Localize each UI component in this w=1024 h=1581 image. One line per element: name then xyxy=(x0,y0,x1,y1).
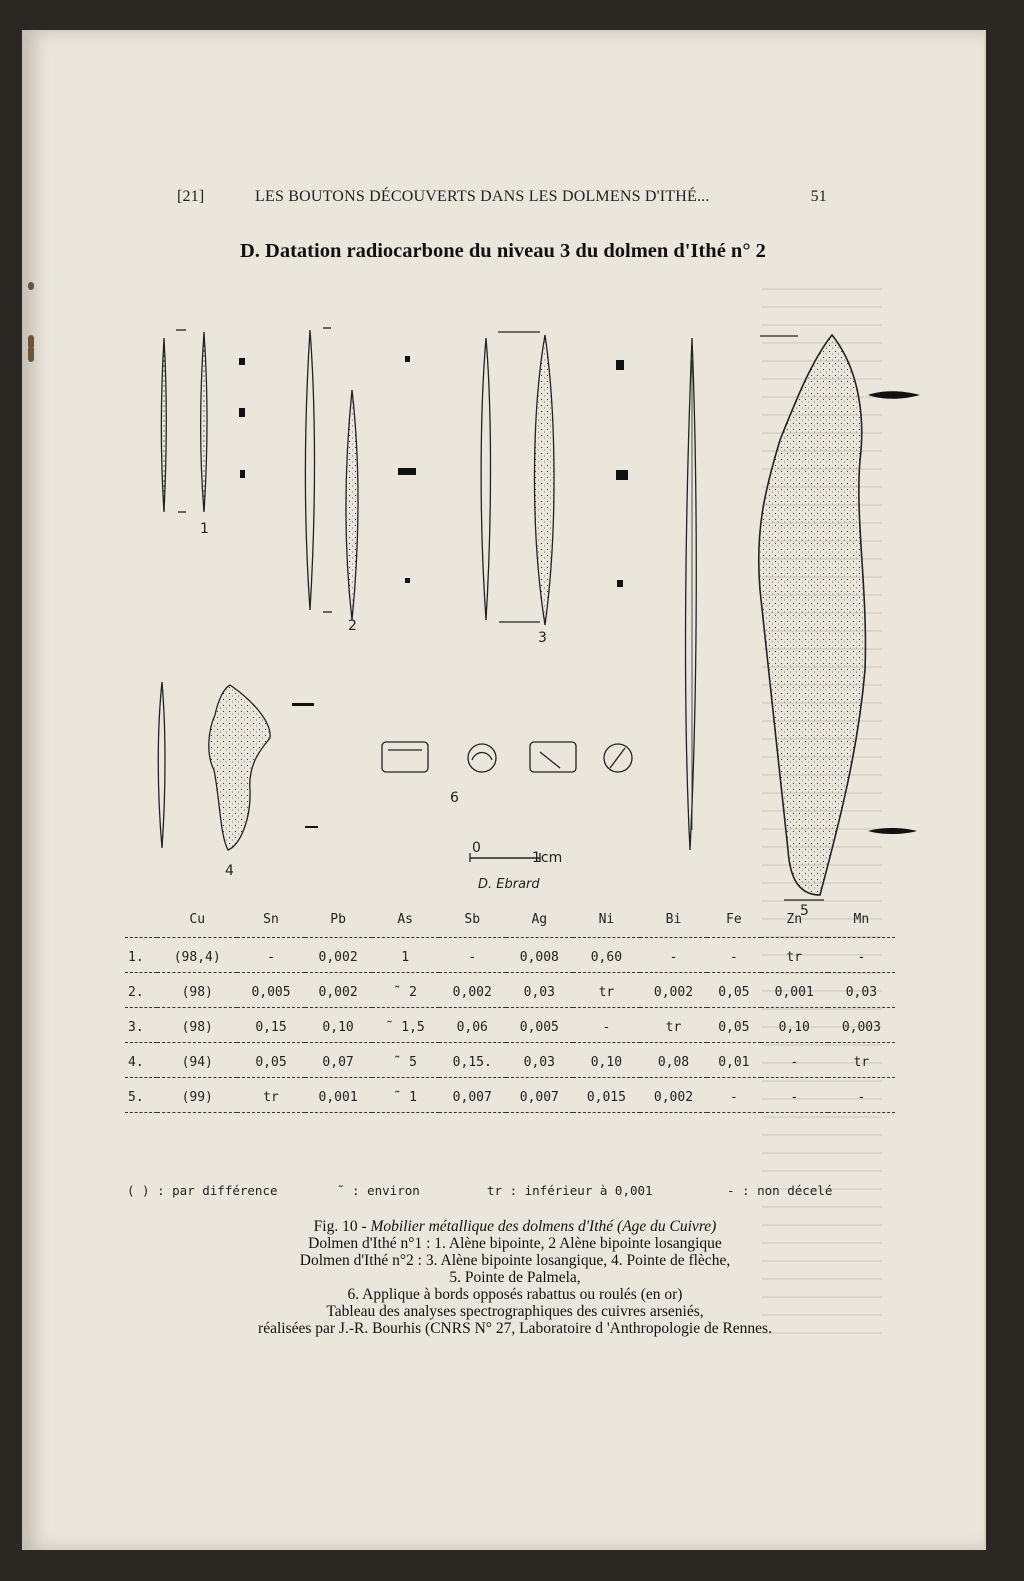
table-cell: - xyxy=(468,950,477,965)
table-cell: 0,10 xyxy=(590,1055,623,1070)
page-number: 51 xyxy=(810,188,827,205)
table-cell: 0,60 xyxy=(590,950,623,965)
figure-label-6: 6 xyxy=(450,790,459,806)
table-cell: tr xyxy=(665,1020,682,1035)
awl-1-drawing xyxy=(161,330,207,512)
table-header: Ag xyxy=(531,912,548,927)
table-cell: (98,4) xyxy=(173,950,221,965)
table-cell: 0,005 xyxy=(251,985,291,1000)
table-cell: 0,05 xyxy=(718,985,750,1000)
table-row xyxy=(125,973,895,1008)
awl-3-drawing xyxy=(481,332,554,625)
page-reference: [21] xyxy=(177,188,205,205)
table-row xyxy=(125,1008,895,1043)
table-cell: 0,08 xyxy=(657,1055,690,1070)
table-cell: 0,002 xyxy=(452,985,492,1000)
table-header: Fe xyxy=(726,912,742,927)
row-number: 3. xyxy=(128,1020,144,1035)
figure-label: Fig. 10 - xyxy=(313,1218,371,1235)
figure-caption xyxy=(170,1218,860,1337)
illustrator-credit: D. Ebrard xyxy=(478,877,540,892)
table-cell: - xyxy=(669,950,678,965)
table-cell: - xyxy=(857,950,866,965)
caption-line: 5. Pointe de Palmela, xyxy=(449,1269,581,1286)
table-header: Bi xyxy=(665,912,682,927)
table-cell: 0,002 xyxy=(318,950,358,965)
table-cell: 0,002 xyxy=(318,985,358,1000)
row-number: 4. xyxy=(128,1055,144,1070)
table-row xyxy=(125,938,895,973)
table-cell: tr xyxy=(598,985,615,1000)
table-header xyxy=(125,900,157,938)
table-cell: 0,007 xyxy=(452,1090,492,1105)
caption-title-line xyxy=(170,1218,860,1235)
table-cell: - xyxy=(602,1020,611,1035)
table-cell: (94) xyxy=(181,1055,213,1070)
table-header: Sn xyxy=(263,912,279,927)
caption-line: 6. Applique à bords opposés rabattus ou roulés (en or) xyxy=(347,1286,683,1303)
legend-trace: tr : inférieur à 0,001 xyxy=(487,1183,653,1198)
caption-line: Dolmen d'Ithé n°1 : 1. Alène bipointe, 2 Alène bipointe losangique xyxy=(308,1235,722,1252)
table-header: Pb xyxy=(330,912,346,927)
section-title: D. Datation radiocarbone du niveau 3 du dolmen d'Ithé n° 2 xyxy=(240,240,766,262)
running-header xyxy=(177,188,827,218)
table-cell: 0,10 xyxy=(778,1020,810,1035)
table-cell: - xyxy=(267,950,275,965)
palmela-point-5-drawing xyxy=(686,335,866,900)
table-header-row xyxy=(125,900,895,938)
table-cell: 0,007 xyxy=(519,1090,559,1105)
table-cell: ˜ 2 xyxy=(393,985,417,1000)
table-header: Zn xyxy=(786,912,803,927)
figure-label-4: 4 xyxy=(225,863,234,879)
table-cell: 0,01 xyxy=(718,1055,750,1070)
table-cell: 0,05 xyxy=(255,1055,287,1070)
table-cell: 0,03 xyxy=(523,985,555,1000)
table-cell: - xyxy=(857,1090,866,1105)
table-header: Ni xyxy=(598,912,615,927)
table-cell: 1 xyxy=(401,950,410,965)
table-cell: - xyxy=(729,950,738,965)
artifact-drawings xyxy=(120,290,920,919)
table-cell: tr xyxy=(853,1055,870,1070)
table-cell: 0,03 xyxy=(845,985,878,1000)
awl-3-sections xyxy=(616,360,628,587)
caption-line: réalisées par J.-R. Bourhis (CNRS N° 27, Laboratoire d 'Anthropologie de Rennes. xyxy=(258,1320,772,1337)
figure-label-5: 5 xyxy=(800,903,809,919)
caption-line: Tableau des analyses spectrographiques des cuivres arseniés, xyxy=(326,1303,704,1320)
table-cell: 0,15. xyxy=(452,1055,492,1070)
running-title: LES BOUTONS DÉCOUVERTS DANS LES DOLMENS D'ITHÉ... xyxy=(255,188,710,205)
table-cell: - xyxy=(790,1090,799,1105)
table-header: As xyxy=(397,912,413,927)
row-number: 1. xyxy=(128,950,144,965)
table-header: Cu xyxy=(189,912,206,927)
row-number: 2. xyxy=(128,985,144,1000)
table-cell: 0,001 xyxy=(318,1090,358,1105)
table-cell: 0,002 xyxy=(653,985,694,1000)
table-cell: 0,15 xyxy=(255,1020,287,1035)
awl-2-sections xyxy=(398,356,416,583)
legend-dash: - : non décelé xyxy=(727,1183,833,1198)
table-cell: ˜ 5 xyxy=(393,1055,417,1070)
table-cell: 0,03 xyxy=(523,1055,555,1070)
table-cell: - xyxy=(790,1055,799,1070)
arrowhead-4-drawing xyxy=(158,682,318,850)
table-cell: 0,05 xyxy=(718,1020,750,1035)
table-cell: (98) xyxy=(181,985,213,1000)
legend-approx: ˜ : environ xyxy=(337,1183,420,1198)
table-cell: 0,001 xyxy=(774,985,814,1000)
table-cell: 0,10 xyxy=(322,1020,354,1035)
table-cell: 0,003 xyxy=(841,1020,881,1035)
table-cell: tr xyxy=(263,1090,279,1105)
table-row xyxy=(125,1078,895,1113)
table-cell: 0,005 xyxy=(519,1020,559,1035)
figure-label-1: 1 xyxy=(200,521,209,537)
caption-line: Dolmen d'Ithé n°2 : 3. Alène bipointe losangique, 4. Pointe de flèche, xyxy=(299,1252,731,1269)
binding-mark xyxy=(28,346,34,362)
scale-unit: 1cm xyxy=(532,850,563,866)
table-cell: 0,06 xyxy=(456,1020,488,1035)
palmela-point-5-sections xyxy=(868,391,920,834)
legend-parentheses: ( ) : par différence xyxy=(127,1183,278,1198)
table-cell: (99) xyxy=(181,1090,213,1105)
awl-2-drawing xyxy=(305,328,358,620)
table-cell: 0,008 xyxy=(519,950,559,965)
scale-zero: 0 xyxy=(472,840,481,856)
table-cell: tr xyxy=(786,950,803,965)
table-cell: 0,07 xyxy=(322,1055,354,1070)
table-cell: - xyxy=(729,1090,738,1105)
table-row xyxy=(125,1043,895,1078)
table-cell: ˜ 1,5 xyxy=(385,1020,425,1035)
figure-title: Mobilier métallique des dolmens d'Ithé (Age du Cuivre) xyxy=(370,1218,717,1235)
awl-1-sections xyxy=(239,358,245,478)
table-cell: ˜ 1 xyxy=(393,1090,417,1105)
binding-mark xyxy=(28,282,34,290)
table-cell: 0,002 xyxy=(653,1090,694,1105)
table-header: Sb xyxy=(464,912,481,927)
figure-label-2: 2 xyxy=(348,618,357,634)
row-number: 5. xyxy=(128,1090,144,1105)
table-header: Mn xyxy=(853,912,870,927)
spectrographic-analysis-table xyxy=(125,900,895,1113)
table-cell: (98) xyxy=(181,1020,213,1035)
applique-6-drawing xyxy=(382,742,632,772)
table-cell: 0,015 xyxy=(586,1090,626,1105)
figure-label-3: 3 xyxy=(538,630,547,646)
